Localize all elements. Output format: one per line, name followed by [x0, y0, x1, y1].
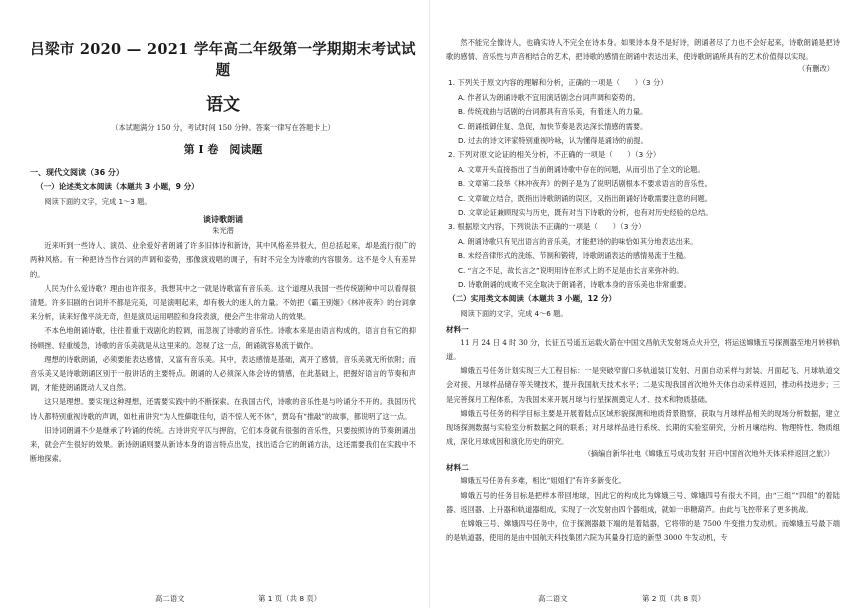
option: C. 朗诵抵御住复、急促，加快节奏是表达深长情感的需要。 [458, 121, 648, 131]
right-page [430, 0, 860, 608]
option: A. 作者认为朗诵诗歌不宜用演话剧念台词声调和姿势的。 [458, 92, 640, 102]
footer-page: 第 1 页（共 8 页） [258, 594, 322, 603]
article-title: 谈诗歌朗诵 [203, 215, 243, 225]
option: C. “言之不足，故长言之”说明用诗在形式上的不足是由长言来弥补的。 [458, 265, 684, 275]
material-paragraph: 嫦娥五号任务的科学目标主要是开展着陆点区域形貌探测和地质背景勘察，获取与月球样品相关的现场分析数据，建立现场探测数据与实验室分析数据之间的联系；对月球样品进行系统、长期的实验室研究，分析月壤结构、物理特性、物质组成，深化月球成因和演化历史的研究。 [446, 408, 840, 447]
instruction: 阅读下面的文字，完成 1～3 题。 [44, 197, 152, 206]
material-paragraph: 嫦娥五号任务计划实现三大工程目标：一是突破窄窗口多轨道装订发射、月面自动采样与封装、月面起飞、月球轨道交会对接、月球样品储存等关键技术，提升我国航天技术水平；二是实现我国首次地外天体自动采样返回，推动科技进步；三是完善探月工程体系，为我国未来开展月球与行星探测奠定人才、技术和物质基础。 [446, 366, 840, 404]
option: B. 未经音律形式的洗练、节制和锻铸，诗歌朗诵表达的感情易流于生糙。 [458, 251, 691, 261]
section-heading: 一、现代文阅读（36 分） [30, 168, 124, 177]
option: C. 文章破立结合，既指出诗歌朗诵的误区，又指出朗诵好诗歌需要注意的问题。 [458, 193, 712, 203]
option: D. 诗歌朗诵的成败不完全取决于朗诵者，诗歌本身的音乐美也非常重要。 [458, 280, 691, 290]
question-3: 3. 根据原文内容，下列说法不正确的一项是（ ）（3 分） [448, 222, 646, 232]
material-paragraph: 11 月 24 日 4 时 30 分，长征五号遥五运载火箭在中国文昌航天发射场点火升空，将运送嫦娥五号探测器至地月转移轨道。 [446, 337, 840, 361]
exam-note: （本试题满分 150 分，考试时间 150 分钟。答案一律写在答题卡上） [111, 123, 335, 132]
option: A. 文章开头直接指出了当前朗诵诗歌中存在的问题，从而引出了全文的论题。 [458, 164, 705, 174]
material-label: 材料二 [446, 463, 469, 473]
article-author: 朱光潜 [212, 226, 234, 236]
article-paragraph: 这只是理想。要实现这种理想，还需要实践中的不断探索。在我国古代，诗歌的音乐性是与吟诵分不开的。我国历代诗人都特别重视诗歌的声调，如杜甫讲究“为人性僻耽佳句，语不惊人死不休”，贾岛有“推敲”的故事，都说明了这一点。 [30, 397, 416, 421]
article-paragraph: 人民为什么爱诗歌？理由也许很多，我想其中之一就是诗歌富有音乐美。这个道理从我国一些传统剧种中可以看得很清楚。许多旧剧的台词并不都是完美，可是演唱起来，却有极大的迷人的力量。不妨把《霸王别姬》《林冲夜奔》的台词拿来分析，读来好像平淡无奇，但是演员运用唱腔和身段表演，便会产生非常动人的效果。 [30, 283, 416, 322]
footer-subject: 高二语文 [155, 594, 185, 603]
material-paragraph: 嫦娥五号任务有多难，相比“姐姐们”有许多新变化。 [460, 476, 626, 486]
instruction: 阅读下面的文字，完成 4～6 题。 [460, 308, 568, 318]
article-paragraph: 理想的诗歌朗诵，必须要能表达感情，又富有音乐美。其中，表达感情是基础，离开了感情，音乐美就无所依附；而音乐美又是诗歌朗诵区别于一般讲话的主要特点。朗诵的人必须深入体会诗的情感，在此基础上，把握好语言的节奏和声调，才能使朗诵既动人又自然。 [30, 354, 416, 393]
option: D. 过去的诗文评家特别重视吟咏，认为懂得是诵诗的前提。 [458, 136, 648, 146]
article-paragraph: 不本色地朗诵诗歌，往往着重于戏剧化的腔调，而忽视了诗歌的音乐性。诗歌本来是由语言构成的，语言自有它的抑扬顿挫、轻重缓急，诗歌的音乐美就是从这里来的。忽视了这一点，朗诵就容易流于做作。 [30, 326, 416, 350]
option: B. 文章第二段举《林冲夜奔》的例子是为了说明话剧根本不要求语言的音乐性。 [458, 179, 712, 189]
footer-subject: 高二语文 [538, 594, 568, 603]
option: B. 传统戏曲与话剧的台词都具有音乐美，有着迷人的力量。 [458, 107, 648, 117]
volume-title: 第 Ⅰ 卷 阅读题 [183, 143, 263, 156]
option: D. 文章论证兼顾现实与历史，既有对当下诗歌的分析，也有对历史经验的总结。 [458, 208, 713, 218]
material-label: 材料一 [446, 324, 469, 334]
article-paragraph: 旧诗词朗诵不少是继承了吟诵的传统。古诗讲究平仄与押韵，它们本身就有很强的音乐性，只要按照诗的节奏朗诵出来，就会产生很好的效果。新诗朗诵则要从新诗本身的语言特点出发，找出适合它的朗诵方法，这还需要我们在实践中不断地探索。 [30, 425, 416, 464]
material-source: （摘编自新华社电《嫦娥五号成功发射 开启中国首次地外天体采样返回之旅》） [583, 449, 834, 459]
article-paragraph-continued: 然不能完全像诗人，也确实诗人不完全在诗本身。如果诗本身不是好诗，朗诵者尽了力也不会好起来，诗歌朗诵是把诗歌的感情、音乐性与声音相结合的艺术，把诗歌的感情在朗诵中表达出来，使诗歌朗诵所具有的艺术价值得以实现。 [446, 38, 840, 62]
article-source: （有删改） [798, 64, 834, 74]
footer-page: 第 2 页（共 8 页） [642, 594, 706, 603]
exam-title: 吕梁市 2020 — 2021 学年高二年级第一学期期末考试试题 [30, 41, 416, 79]
question-2: 2. 下列对原文论证的相关分析，不正确的一项是（ ）（3 分） [448, 150, 661, 160]
subsection-heading: （一）论述类文本阅读（本题共 3 小题，9 分） [36, 182, 199, 191]
material-paragraph: 在嫦娥三号、嫦娥四号任务中，位于探测器最下端的是着陆器，它将带的是 7500 牛变推力发动机。而嫦娥五号最下端的是轨道器，使用的是由中国航天科技集团六院为其量身打造的新型 3000 牛发动机，专 [446, 518, 840, 543]
subject-title: 语文 [206, 95, 240, 115]
subsection-heading: （二）实用类文本阅读（本题共 3 小题，12 分） [448, 293, 617, 303]
question-1: 1. 下列关于原文内容的理解和分析，正确的一项是（ ）（3 分） [448, 78, 668, 88]
article-paragraph: 近来听到一些诗人、演员、业余爱好者朗诵了许多旧体诗和新诗，其中风格差异很大，但总括起来，却是流行很广的两种风格。有一种把诗当作台词的声调和姿势，那像演戏唱的调子，有时不完全为诗歌的内容服务。这不是令人有差异的。 [30, 241, 416, 279]
option: A. 朗诵诗歌只有见出语言的音乐美，才能把诗的韵味恰如其分地表达出来。 [458, 236, 698, 246]
material-paragraph: 嫦娥五号的任务目标是把样本带回地球，因此它的构成比为嫦娥三号、嫦娥四号有很大不同，由“三组”“四组”的着陆器、返回器、上升器和轨道器组成，实现了一次发射由四个器组成，就如一串糖葫芦。由此与飞控带来了更多挑战。 [446, 490, 840, 514]
